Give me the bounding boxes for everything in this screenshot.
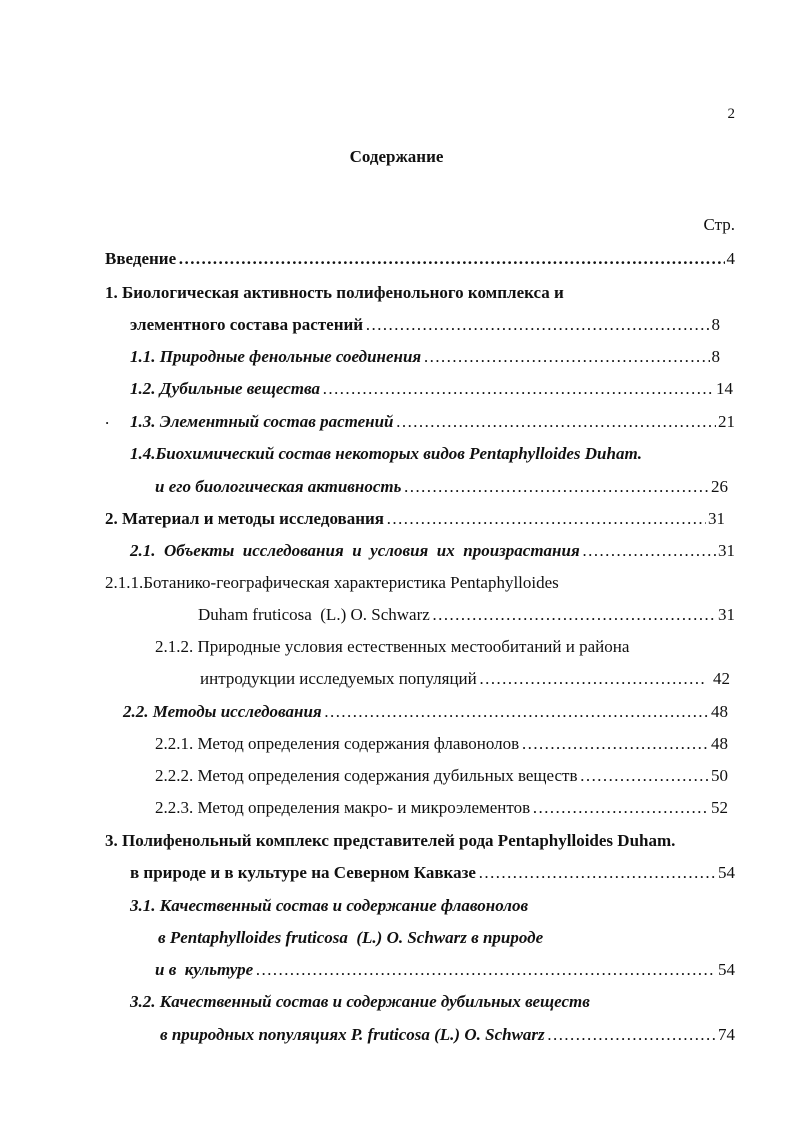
toc-entry[interactable]: [155, 795, 728, 821]
toc-entry[interactable]: [130, 860, 735, 886]
toc-entry[interactable]: [130, 344, 720, 370]
toc-entry-page: 14: [716, 379, 733, 398]
toc-entry-page: 54: [718, 863, 735, 882]
toc-leader: [532, 795, 709, 821]
toc-entry-text: в природе и в культуре на Северном Кавказе: [130, 863, 476, 882]
toc-entry-text: 3. Полифенольный комплекс представителей рода Pentaphylloides Duham.: [105, 831, 676, 850]
toc-entry-text: 2.2.3. Метод определения макро- и микроэлементов: [155, 798, 531, 817]
toc-entry-page: 50: [711, 766, 728, 785]
toc-entry-text: и в культуре: [155, 960, 254, 979]
toc-entry-text: 2. Материал и методы исследования: [105, 509, 385, 528]
toc-entry-page: 48: [711, 734, 728, 753]
toc-entry-text: в Pentaphylloides fruticosa (L.) O. Schwarz в природе: [158, 928, 544, 947]
toc-entry[interactable]: [160, 1022, 735, 1048]
toc-entry-page: 8: [711, 347, 720, 366]
page-column-label: Стр.: [703, 215, 735, 234]
toc-entry-text: 3.2. Качественный состав и содержание дубильных веществ: [130, 992, 590, 1011]
toc-entry-text: Введение: [105, 249, 177, 268]
toc-leader: [579, 763, 709, 789]
toc-entry[interactable]: [130, 312, 720, 338]
toc-entry-page: 31: [718, 541, 735, 560]
toc-leader: [386, 506, 706, 532]
toc-entry-page: 21: [718, 412, 735, 431]
toc-leader: [178, 246, 724, 272]
toc-entry[interactable]: [105, 506, 725, 532]
toc-entry[interactable]: [155, 474, 728, 500]
toc-entry[interactable]: [200, 666, 730, 692]
toc-entry-page: 52: [711, 798, 728, 817]
toc-entry-text: 2.1. Объекты исследования и условия их произрастания: [130, 541, 580, 560]
toc-entry[interactable]: [155, 957, 735, 983]
toc-entry-text: 2.2.1. Метод определения содержания флавонолов: [155, 734, 520, 753]
toc-leader: [365, 312, 709, 338]
toc-entry-text: 2.2.2. Метод определения содержания дубильных веществ: [155, 766, 578, 785]
toc-entry[interactable]: [155, 763, 728, 789]
toc-entry-text: 1.1. Природные фенольные соединения: [130, 347, 422, 366]
toc-leader: [521, 731, 709, 757]
toc-leader: [322, 376, 714, 402]
toc-entry-text: 1. Биологическая активность полифенольного комплекса и: [105, 283, 564, 302]
toc-entry-text: элементного состава растений: [130, 315, 364, 334]
stray-mark: .: [105, 409, 110, 428]
toc-entry[interactable]: [130, 538, 735, 564]
toc-entry[interactable]: [198, 602, 735, 628]
toc-entry-page: 54: [718, 960, 735, 979]
toc-entry-text: 2.1.2. Природные условия естественных местообитаний и района: [155, 637, 630, 656]
toc-entry-page: 48: [711, 702, 728, 721]
toc-leader: [255, 957, 716, 983]
toc-entry[interactable]: [105, 280, 564, 306]
toc-entry[interactable]: [105, 828, 675, 854]
toc-entry-text: 2.2. Методы исследования: [123, 702, 322, 721]
toc-entry-page: 31: [708, 509, 725, 528]
page-number: 2: [727, 106, 735, 122]
toc-leader: [478, 860, 716, 886]
toc-leader: [582, 538, 716, 564]
toc-entry[interactable]: [130, 989, 590, 1015]
toc-leader: [432, 602, 716, 628]
toc-entry[interactable]: [105, 246, 735, 272]
toc-entry[interactable]: [155, 731, 728, 757]
toc-leader: [547, 1022, 716, 1048]
toc-entry[interactable]: [155, 634, 629, 660]
toc-entry-page: 74: [718, 1025, 735, 1044]
toc-leader: [403, 474, 709, 500]
toc-entry[interactable]: [130, 409, 735, 435]
toc-entry-page: 42: [708, 669, 730, 688]
toc-entry[interactable]: [130, 441, 642, 467]
toc-entry[interactable]: [105, 570, 559, 596]
toc-leader: [396, 409, 716, 435]
toc-entry[interactable]: [158, 925, 543, 951]
toc-entry-page: 31: [718, 605, 735, 624]
toc-entry-text: в природных популяциях P. fruticosa (L.) O. Schwarz: [160, 1025, 545, 1044]
toc-entry-text: 1.3. Элементный состав растений: [130, 412, 394, 431]
toc-entry-page: 8: [711, 315, 720, 334]
toc-leader: [324, 699, 709, 725]
toc-entry-text: 3.1. Качественный состав и содержание флавонолов: [130, 896, 529, 915]
toc-entry-text: 1.4.Биохимический состав некоторых видов Pentaphylloides Duham.: [130, 444, 642, 463]
toc-entry-text: и его биологическая активность: [155, 477, 402, 496]
toc-leader: [423, 344, 709, 370]
page-title: Содержание: [349, 147, 444, 166]
toc-entry-text: 2.1.1.Ботанико-географическая характеристика Pentaphylloides: [105, 573, 559, 592]
toc-entry[interactable]: [123, 699, 728, 725]
toc-entry[interactable]: [130, 376, 733, 402]
toc-leader: [479, 666, 707, 692]
toc-entry-text: Duham fruticosa (L.) O. Schwarz: [198, 605, 430, 624]
toc-entry-text: 1.2. Дубильные вещества: [130, 379, 320, 398]
toc-entry-text: интродукции исследуемых популяций: [200, 669, 477, 688]
toc-entry-page: 4: [726, 249, 735, 268]
toc-entry-page: 26: [711, 477, 728, 496]
toc-entry[interactable]: [130, 893, 528, 919]
